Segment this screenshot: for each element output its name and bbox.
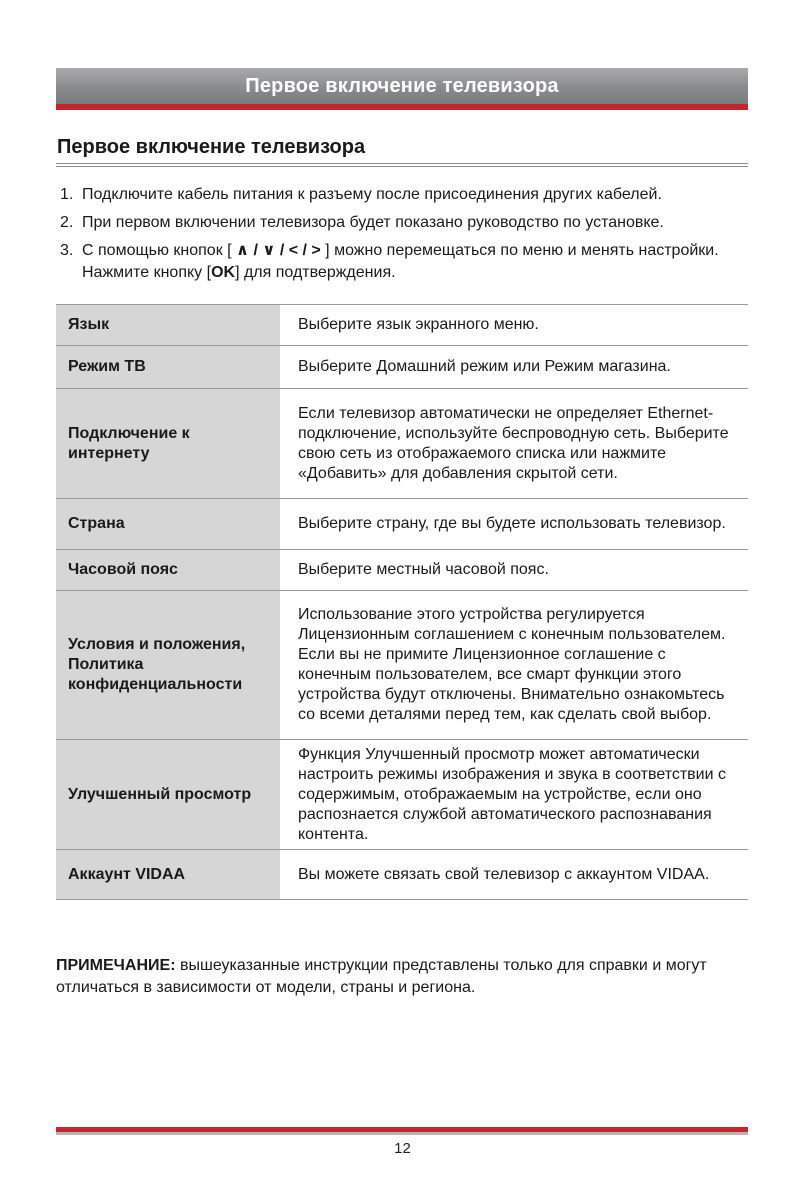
footer-divider	[56, 1132, 748, 1135]
setting-description: Выберите местный часовой пояс.	[280, 550, 748, 591]
note-text: вышеуказанные инструкции представлены только для справки и могут отличаться в зависимости от модели, страны и региона.	[56, 957, 707, 996]
setting-description: Выберите язык экранного меню.	[280, 305, 748, 346]
navigation-keys: ∧ / ∨ / < / >	[236, 242, 321, 259]
step-number: 2.	[60, 214, 74, 231]
step-item	[60, 240, 750, 284]
step-item	[60, 184, 750, 206]
setting-label: Часовой пояс	[56, 550, 280, 591]
step-text-middle: ] можно перемещаться по меню и менять настройки. Нажмите кнопку [	[82, 242, 719, 281]
setting-label: Условия и положения, Политика конфиденциальности	[56, 591, 280, 740]
step-text-after: ] для подтверждения.	[235, 264, 396, 281]
table-row	[56, 550, 748, 591]
table-row	[56, 499, 748, 550]
setting-label: Режим ТВ	[56, 346, 280, 389]
ok-key: OK	[211, 264, 236, 281]
page-number: 12	[394, 1140, 411, 1157]
setting-description: Функция Улучшенный просмотр может автоматически настроить режимы изображения и звука в соответствии с содержимым, отображаемым на устройстве, если оно распознается службой автоматического распознавания контента.	[280, 740, 748, 850]
step-number: 3.	[60, 242, 74, 259]
setting-description: Выберите страну, где вы будете использовать телевизор.	[280, 499, 748, 550]
table-row	[56, 305, 748, 346]
table-row	[56, 346, 748, 389]
section-title: Первое включение телевизора	[57, 136, 366, 158]
setting-description: Выберите Домашний режим или Режим магазина.	[280, 346, 748, 389]
setting-description: Использование этого устройства регулируется Лицензионным соглашением с конечным пользователем. Если вы не примите Лицензионное соглашение с конечным пользователем, все смарт функции этого устройства будут отключены. Внимательно ознакомьтесь со всеми деталями перед тем, как сделать свой выбор.	[280, 591, 748, 740]
title-divider	[56, 163, 748, 167]
banner-accent-bar	[56, 104, 748, 110]
setting-label: Подключение к интернету	[56, 389, 280, 499]
step-text-before: С помощью кнопок [	[82, 242, 237, 259]
step-item	[60, 212, 750, 234]
note-paragraph	[56, 955, 756, 999]
setting-label: Язык	[56, 305, 280, 346]
setting-label: Улучшенный просмотр	[56, 740, 280, 850]
table-row	[56, 389, 748, 499]
setup-steps-list	[60, 184, 750, 290]
table-row	[56, 591, 748, 740]
note-label: ПРИМЕЧАНИЕ:	[56, 957, 176, 974]
banner-title: Первое включение телевизора	[245, 74, 559, 97]
setting-description: Если телевизор автоматически не определяет Ethernet-подключение, используйте беспроводную сеть. Выберите свою сеть из отображаемого списка или нажмите «Добавить» для добавления скрытой сети.	[280, 389, 748, 499]
step-text: Подключите кабель питания к разъему после присоединения других кабелей.	[82, 186, 662, 203]
setting-label: Аккаунт VIDAA	[56, 850, 280, 900]
step-text	[82, 240, 750, 284]
setup-settings-table	[56, 304, 748, 900]
step-text: При первом включении телевизора будет показано руководство по установке.	[82, 214, 664, 231]
setting-description: Вы можете связать свой телевизор с аккаунтом VIDAA.	[280, 850, 748, 900]
table-row	[56, 850, 748, 900]
table-row	[56, 740, 748, 850]
step-number: 1.	[60, 186, 74, 203]
setting-label: Страна	[56, 499, 280, 550]
page-banner	[56, 68, 748, 104]
